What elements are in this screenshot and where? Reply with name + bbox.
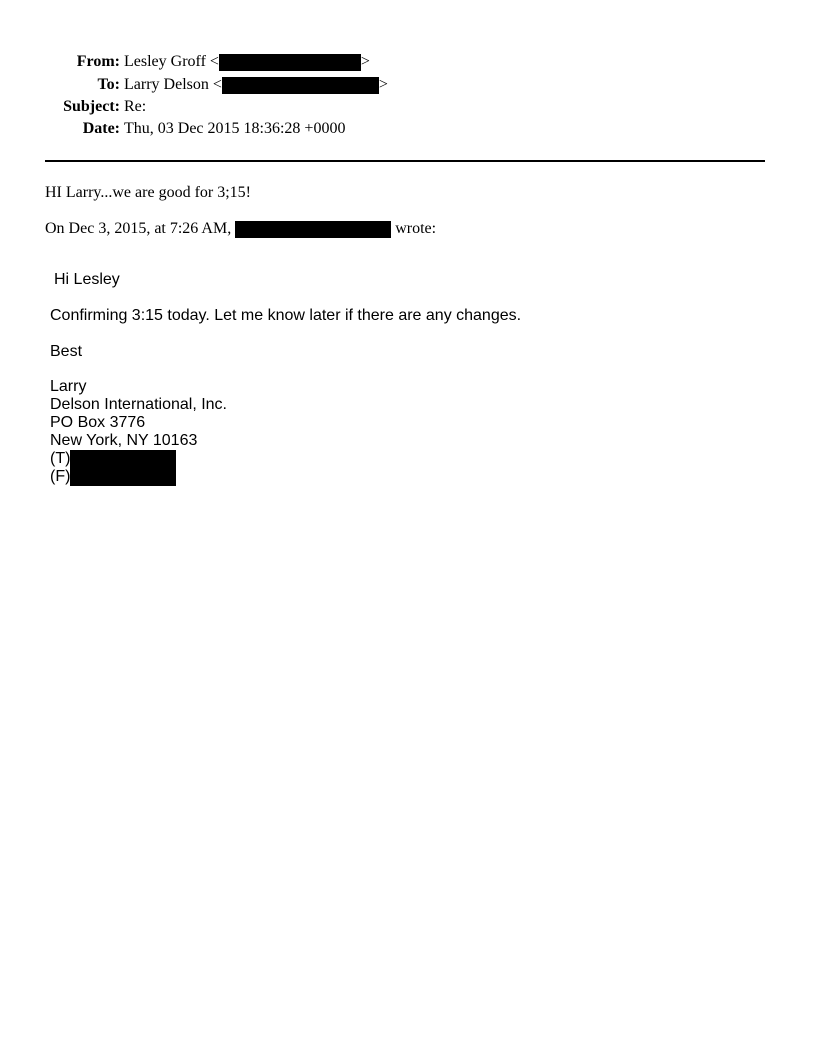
signature-phone	[50, 450, 176, 468]
redaction-box	[70, 468, 176, 486]
from-label: From:	[76, 53, 120, 70]
redaction-box	[70, 450, 176, 468]
quoted-body: Confirming 3:15 today. Let me know later if there are any changes.	[50, 307, 522, 324]
subject-value: Re:	[124, 98, 147, 115]
quote-suffix: wrote:	[395, 220, 437, 237]
from-value	[124, 51, 370, 73]
quoted-greeting: Hi Lesley	[54, 271, 120, 288]
signature-city: New York, NY 10163	[50, 432, 198, 449]
to-label: To:	[97, 76, 120, 93]
from-name: Lesley Groff <	[124, 53, 219, 70]
quote-prefix: On Dec 3, 2015, at 7:26 AM,	[45, 220, 232, 237]
reply-text: HI Larry...we are good for 3;15!	[45, 184, 251, 201]
to-row	[0, 74, 816, 96]
date-row	[0, 118, 816, 140]
to-name: Larry Delson <	[124, 76, 222, 93]
subject-row	[0, 96, 816, 118]
signature-name: Larry	[50, 378, 87, 395]
redaction-box	[235, 221, 391, 238]
subject-label: Subject:	[63, 98, 120, 115]
redaction-box	[219, 54, 361, 71]
signature-company: Delson International, Inc.	[50, 396, 227, 413]
fax-label: (F)	[50, 468, 71, 485]
quoted-closing: Best	[50, 343, 83, 360]
redaction-box	[222, 77, 379, 94]
from-row	[0, 51, 816, 73]
from-close: >	[360, 53, 370, 70]
to-value	[124, 74, 388, 96]
date-label: Date:	[82, 120, 120, 137]
quote-header	[45, 219, 436, 239]
header-divider	[45, 160, 765, 162]
signature-po-box: PO Box 3776	[50, 414, 146, 431]
to-close: >	[378, 76, 388, 93]
signature-fax	[50, 468, 176, 486]
phone-label: (T)	[50, 450, 71, 467]
date-value: Thu, 03 Dec 2015 18:36:28 +0000	[124, 120, 346, 137]
